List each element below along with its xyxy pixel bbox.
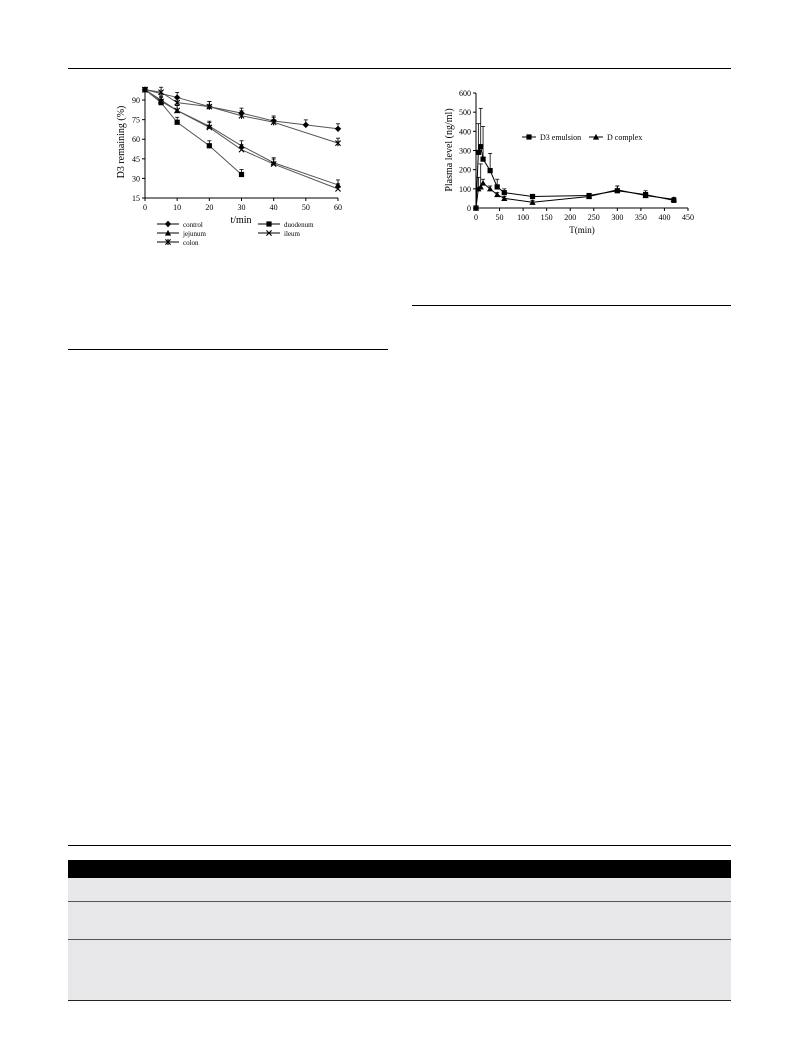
figure-divider-right (412, 305, 731, 306)
x-tick-label: 400 (658, 213, 671, 222)
y-tick-label: 0 (467, 204, 471, 213)
table-row-2 (68, 902, 731, 939)
y-tick-label: 75 (132, 115, 140, 125)
legend-item (522, 133, 581, 142)
series-control (142, 86, 341, 132)
right-legend (522, 133, 642, 142)
legend-label: control (183, 221, 203, 229)
right-y-label: Plasma level (ng/ml) (444, 108, 455, 192)
legend-label: duodenum (284, 221, 314, 229)
x-tick-label: 10 (173, 203, 182, 212)
x-tick-label: 20 (205, 203, 214, 212)
legend-item (589, 133, 642, 142)
x-tick-label: 100 (517, 213, 530, 222)
x-tick-label: 30 (237, 203, 246, 212)
x-tick-label: 250 (587, 213, 600, 222)
x-tick-label: 60 (334, 203, 342, 212)
right-x-label: T(min) (569, 225, 595, 235)
plasma-level-chart (440, 86, 710, 236)
left-y-axis (132, 87, 145, 203)
left-x-label: t/min (230, 215, 252, 226)
x-tick-label: 450 (682, 213, 694, 222)
table-bottom-rule (68, 1000, 731, 1001)
right-x-axis (474, 208, 694, 222)
y-tick-label: 600 (459, 89, 471, 98)
y-tick-label: 15 (132, 194, 140, 203)
y-tick-label: 60 (132, 135, 140, 145)
data-point (335, 140, 340, 146)
legend-marker (526, 134, 531, 139)
y-tick-label: 30 (132, 174, 140, 184)
y-tick-label: 100 (459, 184, 471, 194)
figure-divider-left (68, 349, 388, 350)
table-top-rule (68, 845, 731, 846)
table-header-bar (68, 860, 731, 878)
legend-label: ileum (284, 230, 300, 238)
legend-item (157, 230, 206, 238)
data-point (303, 122, 309, 128)
legend-item (258, 230, 300, 238)
x-tick-label: 0 (474, 213, 478, 222)
data-point (207, 143, 212, 148)
x-tick-label: 40 (269, 203, 278, 212)
y-tick-label: 200 (459, 165, 471, 175)
legend-marker (266, 221, 271, 226)
legend-label: D complex (607, 133, 643, 142)
right-y-axis (459, 89, 476, 213)
legend-label: D3 emulsion (540, 133, 582, 142)
y-tick-label: 500 (459, 108, 471, 118)
data-point (495, 184, 500, 189)
series-duodenum (142, 87, 244, 177)
legend-item (157, 239, 199, 247)
data-point (478, 144, 483, 149)
legend-item (258, 221, 314, 229)
legend-label: jejunum (183, 230, 206, 238)
x-tick-label: 50 (495, 213, 504, 222)
series-d-complex (473, 164, 677, 211)
x-tick-label: 300 (611, 213, 624, 222)
legend-marker (165, 221, 171, 227)
x-tick-label: 150 (540, 213, 553, 222)
data-point (335, 126, 341, 132)
x-tick-label: 200 (564, 213, 577, 222)
table-row-3 (68, 940, 731, 1000)
y-tick-label: 400 (459, 127, 471, 137)
data-point (480, 157, 485, 162)
data-point (530, 194, 535, 199)
left-x-axis (143, 198, 342, 212)
x-tick-label: 350 (634, 213, 647, 222)
data-point (502, 190, 507, 195)
x-tick-label: 0 (143, 203, 147, 212)
data-point (476, 150, 481, 155)
header-rule (68, 68, 731, 69)
x-tick-label: 50 (301, 203, 310, 212)
y-tick-label: 90 (132, 96, 140, 106)
legend-label: colon (183, 239, 199, 247)
data-point (501, 195, 507, 201)
left-y-label: D3 remaining (%) (116, 105, 127, 179)
data-point (239, 172, 244, 177)
degradation-chart (110, 80, 410, 255)
table-row-1 (68, 878, 731, 901)
data-point (175, 120, 180, 125)
y-tick-label: 45 (132, 154, 140, 164)
data-point (488, 168, 493, 173)
y-tick-label: 300 (459, 146, 471, 156)
legend-item (157, 221, 203, 229)
